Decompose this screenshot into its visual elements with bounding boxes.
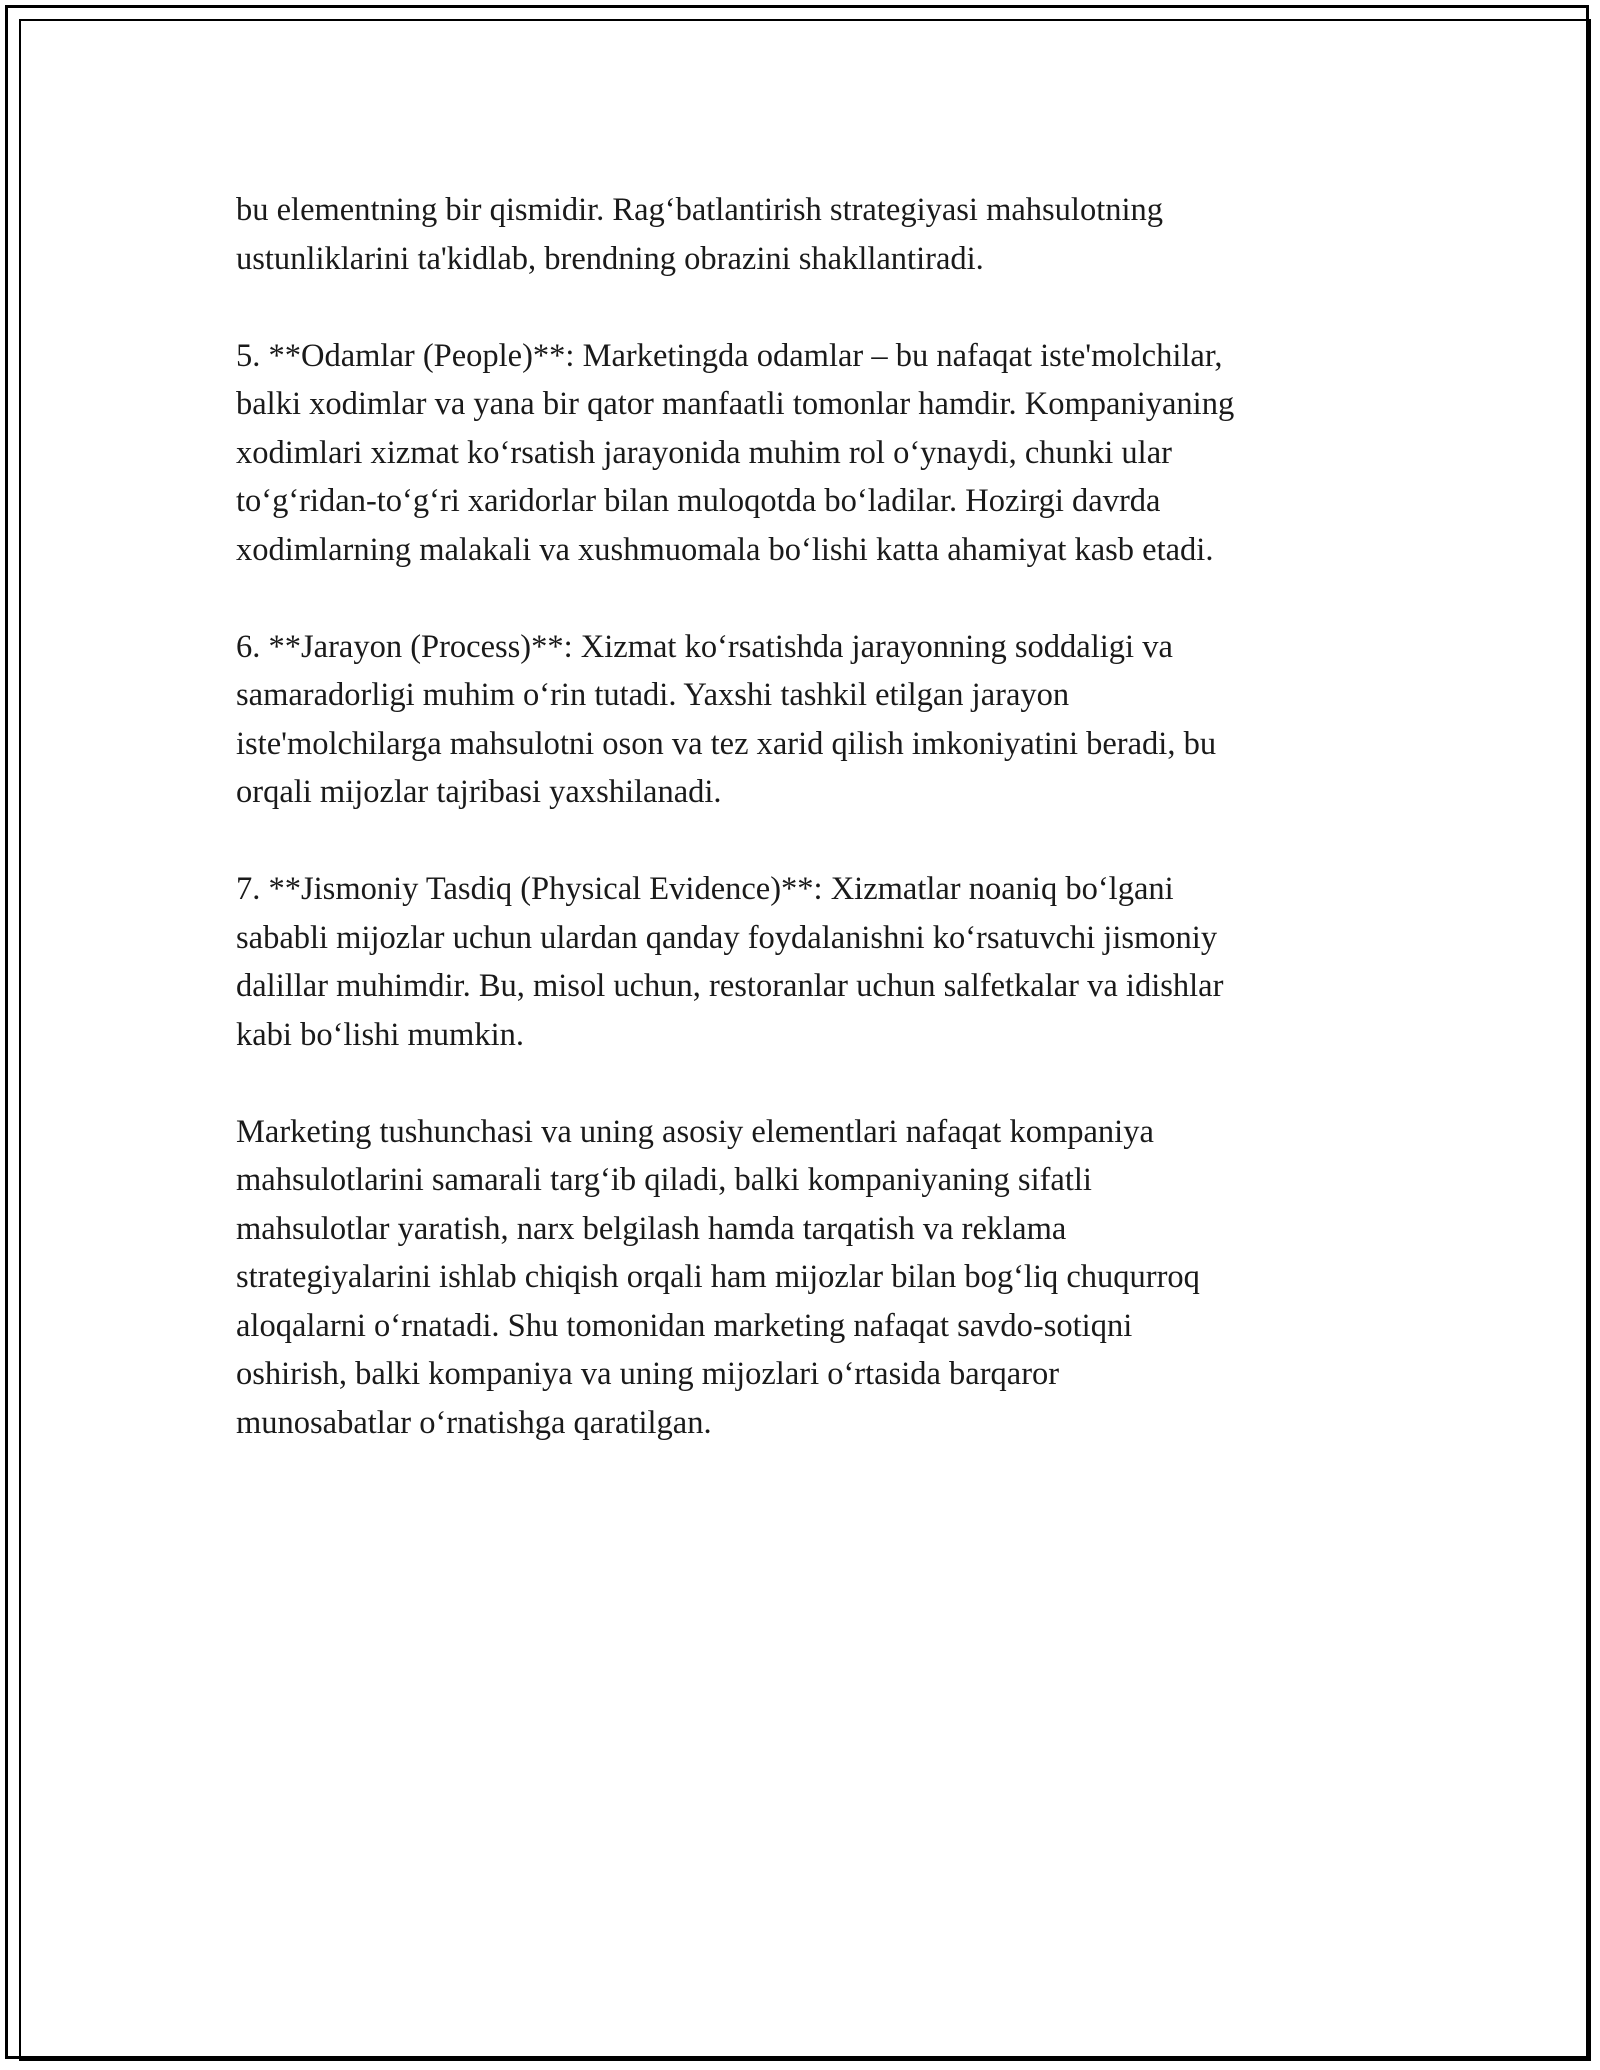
text-line: xodimlarning malakali va xushmuomala bo‘lishi katta ahamiyat kasb etadi. — [236, 531, 1214, 568]
text-line: mahsulotlar yaratish, narx belgilash hamda tarqatish va reklama — [236, 1210, 1067, 1247]
text-line: xodimlari xizmat ko‘rsatish jarayonida muhim rol o‘ynaydi, chunki ular — [236, 434, 1172, 471]
text-line: mahsulotlarini samarali targ‘ib qiladi, balki kompaniyaning sifatli — [236, 1162, 1092, 1198]
text-line: Marketing tushunchasi va uning asosiy elementlari nafaqat kompaniya — [236, 1113, 1154, 1150]
text-line: dalillar muhimdir. Bu, misol uchun, restoranlar uchun salfetkalar va idishlar — [236, 968, 1224, 1004]
text-line: kabi bo‘lishi mumkin. — [236, 1016, 524, 1053]
text-line: 7. **Jismoniy Tasdiq (Physical Evidence)**: Xizmatlar noaniq bo‘lgani — [236, 871, 1174, 907]
paragraph-process — [236, 623, 1366, 817]
text-line: iste'molchilarga mahsulotni oson va tez xarid qilish imkoniyatini beradi, bu — [236, 725, 1217, 762]
text-line: orqali mijozlar tajribasi yaxshilanadi. — [236, 774, 722, 810]
text-line: aloqalarni o‘rnatadi. Shu tomonidan marketing nafaqat savdo-sotiqni — [236, 1307, 1133, 1344]
text-line: 6. **Jarayon (Process)**: Xizmat ko‘rsatishda jarayonning soddaligi va — [236, 628, 1173, 665]
paragraph-conclusion — [236, 1108, 1366, 1448]
paragraph-physical-evidence — [236, 865, 1366, 1059]
text-line: 5. **Odamlar (People)**: Marketingda odamlar – bu nafaqat iste'molchilar, — [236, 337, 1223, 374]
text-line: sababli mijozlar uchun ulardan qanday foydalanishni ko‘rsatuvchi jismoniy — [236, 919, 1218, 956]
paragraph-people — [236, 332, 1366, 575]
text-line: bu elementning bir qismidir. Rag‘batlantirish strategiyasi mahsulotning — [236, 192, 1164, 228]
text-line: samaradorligi muhim o‘rin tutadi. Yaxshi tashkil etilgan jarayon — [236, 677, 1070, 713]
paragraph-promotion-continuation — [236, 186, 1366, 283]
text-line: oshirish, balki kompaniya va uning mijozlari o‘rtasida barqaror — [236, 1356, 1060, 1392]
text-line: ustunliklarini ta'kidlab, brendning obrazini shakllantiradi. — [236, 240, 984, 277]
text-line: to‘g‘ridan-to‘g‘ri xaridorlar bilan muloqotda bo‘ladilar. Hozirgi davrda — [236, 483, 1161, 519]
text-line: balki xodimlar va yana bir qator manfaatli tomonlar hamdir. Kompaniyaning — [236, 386, 1235, 422]
text-line: strategiyalarini ishlab chiqish orqali ham mijozlar bilan bog‘liq chuqurroq — [236, 1259, 1200, 1295]
document-body — [236, 186, 1366, 1447]
text-line: munosabatlar o‘rnatishga qaratilgan. — [236, 1404, 712, 1441]
